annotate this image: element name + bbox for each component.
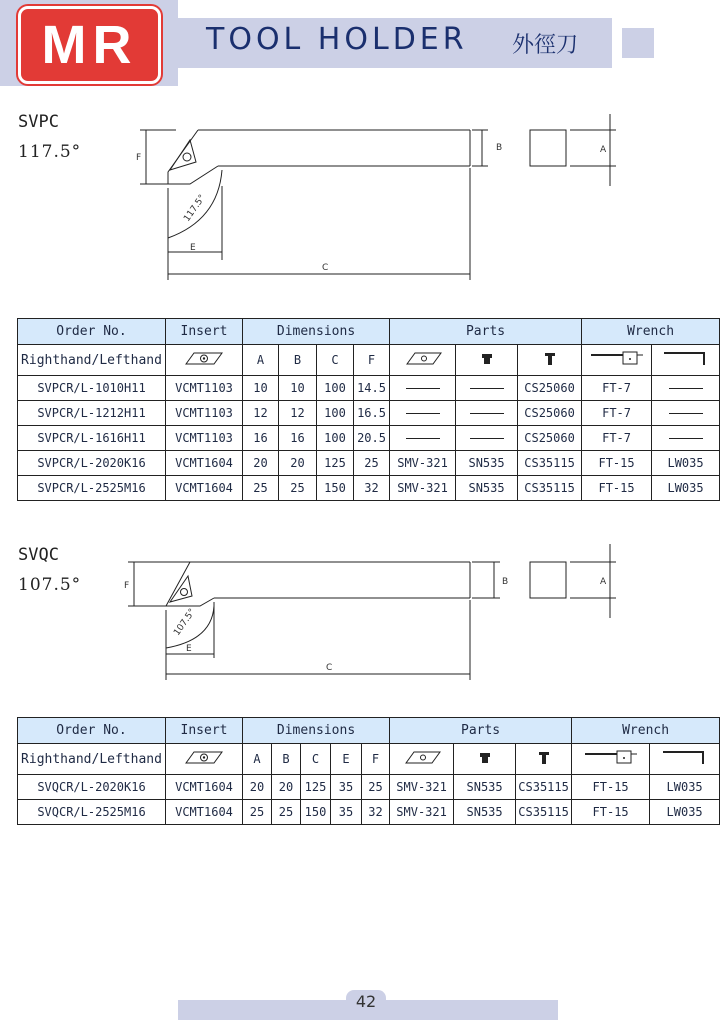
- part-clamp-screw: CS35115: [516, 775, 572, 800]
- torx-wrench-icon: [582, 345, 652, 376]
- part-shim: SMV-321: [390, 451, 456, 476]
- dim-col-f: F: [354, 345, 390, 376]
- dim-c: 100: [317, 401, 354, 426]
- dim-col-c: C: [317, 345, 354, 376]
- dim-f: 20.5: [354, 426, 390, 451]
- not-applicable-dash: [470, 388, 504, 389]
- wrench-torx: FT-15: [572, 775, 650, 800]
- logo-text: MR: [41, 15, 138, 75]
- wrench-torx: FT-15: [572, 800, 650, 825]
- table-row: [18, 476, 720, 501]
- dim-a: 20: [243, 775, 272, 800]
- not-applicable-dash: [470, 413, 504, 414]
- dim-b: 10: [279, 376, 317, 401]
- section-1-angle: 117.5°: [18, 142, 82, 162]
- brand-logo: [18, 6, 161, 84]
- page-number: 42: [355, 992, 377, 1011]
- dim-b: 20: [272, 775, 301, 800]
- header-wrench: Wrench: [582, 319, 720, 345]
- svpc-spec-table: [17, 318, 720, 501]
- dim-f: 16.5: [354, 401, 390, 426]
- dim-e: 35: [331, 775, 362, 800]
- part-shim-screw: [456, 401, 518, 426]
- header-dimensions: Dimensions: [243, 718, 390, 744]
- not-applicable-dash: [669, 438, 703, 439]
- part-clamp-screw: CS25060: [518, 401, 582, 426]
- dim-col-b: B: [272, 744, 301, 775]
- dim-a: 16: [243, 426, 279, 451]
- not-applicable-dash: [669, 388, 703, 389]
- shim-screw-icon: [454, 744, 516, 775]
- wrench-hex: [652, 376, 720, 401]
- table-row: [18, 426, 720, 451]
- dim-b: 12: [279, 401, 317, 426]
- shim-icon: [390, 345, 456, 376]
- part-clamp-screw: CS25060: [518, 426, 582, 451]
- title-accent-square: [622, 28, 654, 58]
- order-number: SVQCR/L-2525M16: [18, 800, 166, 825]
- order-number: SVQCR/L-2020K16: [18, 775, 166, 800]
- insert-code: VCMT1103: [166, 401, 243, 426]
- dim-a: 25: [243, 476, 279, 501]
- order-number: SVPCR/L-2020K16: [18, 451, 166, 476]
- dim-label-c: C: [326, 663, 333, 673]
- wrench-torx: FT-15: [582, 451, 652, 476]
- dim-col-b: B: [279, 345, 317, 376]
- header-insert: Insert: [166, 319, 243, 345]
- righthand-lefthand-label: Righthand/Lefthand: [18, 744, 166, 775]
- not-applicable-dash: [406, 413, 440, 414]
- shim-screw-icon: [456, 345, 518, 376]
- dim-label-b: B: [496, 143, 503, 153]
- dim-col-c: C: [301, 744, 331, 775]
- dim-label-e: E: [190, 243, 196, 253]
- section-2-name: SVQC: [18, 545, 59, 565]
- dim-c: 100: [317, 426, 354, 451]
- wrench-torx: FT-7: [582, 426, 652, 451]
- dim-label-angle: 117.5°: [182, 193, 208, 224]
- part-shim: SMV-321: [390, 476, 456, 501]
- wrench-hex: LW035: [650, 775, 720, 800]
- dim-c: 100: [317, 376, 354, 401]
- dim-a: 20: [243, 451, 279, 476]
- dim-label-b: B: [502, 577, 509, 587]
- dim-f: 32: [354, 476, 390, 501]
- dim-f: 25: [362, 775, 390, 800]
- dim-f: 14.5: [354, 376, 390, 401]
- dim-col-a: A: [243, 744, 272, 775]
- header-wrench: Wrench: [572, 718, 720, 744]
- table-row: [18, 775, 720, 800]
- dim-c: 150: [301, 800, 331, 825]
- hex-key-icon: [650, 744, 720, 775]
- righthand-lefthand-label: Righthand/Lefthand: [18, 345, 166, 376]
- part-clamp-screw: CS25060: [518, 376, 582, 401]
- header-parts: Parts: [390, 319, 582, 345]
- order-number: SVPCR/L-1010H11: [18, 376, 166, 401]
- dim-col-a: A: [243, 345, 279, 376]
- insert-code: VCMT1103: [166, 376, 243, 401]
- table-row: [18, 451, 720, 476]
- part-shim-screw: SN535: [454, 775, 516, 800]
- torx-wrench-icon: [572, 744, 650, 775]
- part-shim-screw: SN535: [454, 800, 516, 825]
- wrench-torx: FT-15: [582, 476, 652, 501]
- clamp-screw-icon: [518, 345, 582, 376]
- svpc-tool-diagram: [0, 100, 720, 290]
- part-shim-screw: SN535: [456, 451, 518, 476]
- dim-label-angle: 107.5°: [172, 607, 198, 638]
- svqc-tool-diagram: [0, 540, 720, 690]
- wrench-torx: FT-7: [582, 401, 652, 426]
- wrench-hex: LW035: [652, 451, 720, 476]
- dim-label-e: E: [186, 644, 192, 654]
- header-order-no: Order No.: [18, 319, 166, 345]
- table-row: [18, 401, 720, 426]
- dim-a: 10: [243, 376, 279, 401]
- dim-e: 35: [331, 800, 362, 825]
- dim-f: 25: [354, 451, 390, 476]
- not-applicable-dash: [470, 438, 504, 439]
- wrench-hex: LW035: [650, 800, 720, 825]
- dim-col-f: F: [362, 744, 390, 775]
- order-number: SVPCR/L-1616H11: [18, 426, 166, 451]
- hex-key-icon: [652, 345, 720, 376]
- part-shim: SMV-321: [390, 800, 454, 825]
- insert-code: VCMT1604: [166, 775, 243, 800]
- clamp-screw-icon: [516, 744, 572, 775]
- part-shim-screw: [456, 376, 518, 401]
- section-2-angle: 107.5°: [18, 575, 82, 595]
- dim-b: 25: [272, 800, 301, 825]
- wrench-hex: [652, 426, 720, 451]
- part-shim: SMV-321: [390, 775, 454, 800]
- dim-c: 125: [301, 775, 331, 800]
- header-order-no: Order No.: [18, 718, 166, 744]
- wrench-hex: LW035: [652, 476, 720, 501]
- dim-label-a: A: [600, 145, 607, 155]
- order-number: SVPCR/L-2525M16: [18, 476, 166, 501]
- insert-code: VCMT1103: [166, 426, 243, 451]
- header-insert: Insert: [166, 718, 243, 744]
- not-applicable-dash: [406, 438, 440, 439]
- table-row: [18, 800, 720, 825]
- shim-icon: [390, 744, 454, 775]
- dim-label-c: C: [322, 263, 329, 273]
- insert-code: VCMT1604: [166, 476, 243, 501]
- dim-label-f: F: [124, 581, 130, 591]
- page-title: TOOL HOLDER: [206, 22, 468, 57]
- svqc-spec-table: [17, 717, 720, 825]
- part-clamp-screw: CS35115: [518, 476, 582, 501]
- wrench-hex: [652, 401, 720, 426]
- table-row: [18, 376, 720, 401]
- section-1-name: SVPC: [18, 112, 59, 132]
- dim-col-e: E: [331, 744, 362, 775]
- dim-c: 150: [317, 476, 354, 501]
- header-dimensions: Dimensions: [243, 319, 390, 345]
- part-shim: [390, 401, 456, 426]
- dim-b: 25: [279, 476, 317, 501]
- page-title-cjk: 外徑刀: [512, 33, 579, 58]
- part-shim-screw: SN535: [456, 476, 518, 501]
- not-applicable-dash: [669, 413, 703, 414]
- insert-shape-icon: [166, 345, 243, 376]
- not-applicable-dash: [406, 388, 440, 389]
- header-parts: Parts: [390, 718, 572, 744]
- part-shim: [390, 426, 456, 451]
- insert-shape-icon: [166, 744, 243, 775]
- dim-c: 125: [317, 451, 354, 476]
- dim-f: 32: [362, 800, 390, 825]
- part-shim-screw: [456, 426, 518, 451]
- dim-label-a: A: [600, 577, 607, 587]
- dim-a: 12: [243, 401, 279, 426]
- dim-a: 25: [243, 800, 272, 825]
- dim-b: 16: [279, 426, 317, 451]
- part-shim: [390, 376, 456, 401]
- order-number: SVPCR/L-1212H11: [18, 401, 166, 426]
- insert-code: VCMT1604: [166, 451, 243, 476]
- wrench-torx: FT-7: [582, 376, 652, 401]
- dim-label-f: F: [136, 153, 142, 163]
- dim-b: 20: [279, 451, 317, 476]
- part-clamp-screw: CS35115: [516, 800, 572, 825]
- part-clamp-screw: CS35115: [518, 451, 582, 476]
- insert-code: VCMT1604: [166, 800, 243, 825]
